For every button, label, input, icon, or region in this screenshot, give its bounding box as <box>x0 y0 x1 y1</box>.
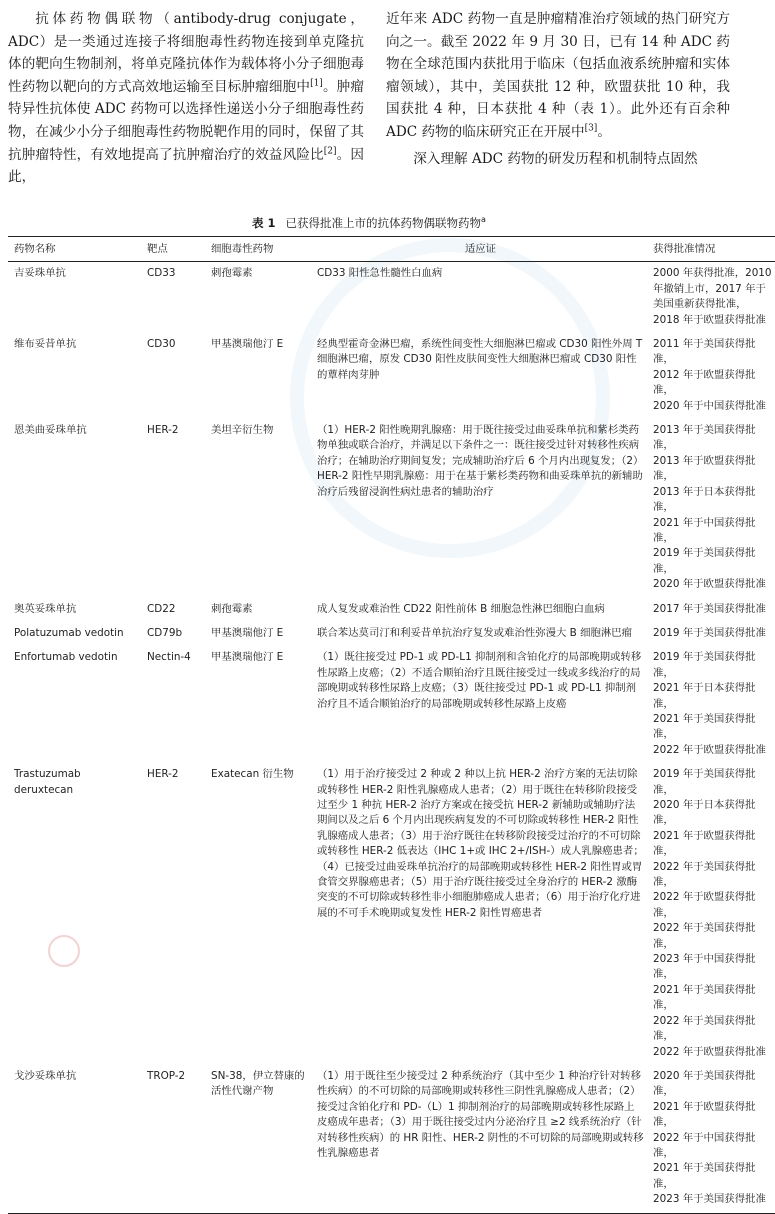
right-paragraph-2 <box>386 148 730 171</box>
table-title: 已获得批准上市的抗体药物偶联物药物 <box>285 216 482 230</box>
cell-approval-status <box>647 598 775 622</box>
cell-target: HER-2 <box>147 768 179 781</box>
cell-approval-status <box>647 763 775 1065</box>
approval-entry: 2020 年于日本获得批准， <box>653 799 756 827</box>
approval-entry: 2022 年于美国获得批准， <box>653 1014 756 1043</box>
intro-paragraph <box>8 8 364 189</box>
header-approval-status: 获得批准情况 <box>647 237 775 262</box>
approval-entry: 2023 年于美国获得批准 <box>653 1193 766 1206</box>
approval-entry: 2022 年于美国获得批准， <box>653 860 756 889</box>
approval-entry: 2000 年获得批准，2010 年撤销上市，2017 年于美国重新获得批准，2018 年于欧盟获得批准 <box>653 267 772 326</box>
approval-entry: 2019 年于美国获得批准， <box>653 547 756 575</box>
cell-drug-name: 吉妥珠单抗 <box>14 267 66 280</box>
cell-cytotoxic-drug: 甲基澳瑞他汀 E <box>211 651 284 664</box>
cell-cytotoxic-drug: 美坦辛衍生物 <box>211 424 274 437</box>
right-text-1-end: 。 <box>597 123 611 140</box>
approval-entry: 2022 年于欧盟获得批准 <box>653 1045 766 1058</box>
cell-approval-status <box>647 622 775 646</box>
cell-approval-status <box>647 419 775 597</box>
cell-target: HER-2 <box>147 424 179 437</box>
cell-cytotoxic-drug: 甲基澳瑞他汀 E <box>211 626 284 639</box>
cell-approval-status <box>647 333 775 419</box>
table-row <box>8 646 775 763</box>
approval-entry: 2022 年于美国获得批准， <box>653 922 756 950</box>
approval-entry: 2020 年于中国获得批准 <box>653 399 766 412</box>
cell-cytotoxic-drug: Exatecan 衍生物 <box>211 768 294 781</box>
left-text-column <box>8 8 364 189</box>
right-text-column <box>386 8 730 170</box>
cell-target: Nectin-4 <box>147 651 191 664</box>
approval-entry: 2023 年于中国获得批准， <box>653 953 756 981</box>
header-indication: 适应证 <box>311 237 647 262</box>
table-label: 表 1 <box>252 216 276 230</box>
citation-ref-2[interactable]: [2] <box>323 146 337 157</box>
cell-drug-name: 恩美曲妥珠单抗 <box>14 424 87 437</box>
approval-entry: 2021 年于美国获得批准， <box>653 1162 756 1190</box>
approval-entry: 2011 年于美国获得批准， <box>653 338 756 366</box>
cell-cytotoxic-drug: 甲基澳瑞他汀 E <box>211 338 284 351</box>
approval-entry: 2022 年于中国获得批准， <box>653 1131 756 1159</box>
cell-target: CD22 <box>147 602 176 615</box>
header-drug-name: 药物名称 <box>8 237 141 262</box>
approval-entry: 2019 年于美国获得批准 <box>653 626 766 639</box>
table-caption <box>0 215 738 231</box>
approval-entry: 2021 年于日本获得批准， <box>653 682 756 710</box>
right-text-2: 深入理解 ADC 药物的研发历程和机制特点固然 <box>413 150 698 167</box>
cell-approval-status <box>647 646 775 763</box>
approval-entry: 2021 年于欧盟获得批准， <box>653 1100 756 1129</box>
approval-entry: 2013 年于欧盟获得批准， <box>653 454 756 483</box>
cell-indication: （1）用于既往至少接受过 2 种系统治疗（其中至少 1 种治疗针对转移性疾病）的不可切除的局部晚期或转移性三阴性乳腺癌成人患者；（2）接受过含铂化疗和 PD-（L）1 抑制剂治疗的局部晚期或转移性尿路上皮癌成年患者；（3）用于既往接受过内分泌治疗且 ≥2 线系统治疗（针对转移性疾病）的 HR 阳性、HER-2 阴性的不可切除的局部晚期或转移性乳腺癌患者 <box>311 1065 647 1213</box>
cell-cytotoxic-drug: 刺孢霉素 <box>211 267 253 280</box>
approval-entry: 2021 年于欧盟获得批准， <box>653 829 756 858</box>
approval-entry: 2017 年于美国获得批准 <box>653 602 766 615</box>
cell-indication: 经典型霍奇金淋巴瘤，系统性间变性大细胞淋巴瘤或 CD30 阳性外周 T 细胞淋巴瘤，原发 CD30 阳性皮肤间变性大细胞淋巴瘤或 CD30 阳性的蕈样肉芽肿 <box>317 338 643 381</box>
table-row <box>8 333 775 419</box>
right-paragraph-1 <box>386 8 730 144</box>
approval-entry: 2019 年于美国获得批准， <box>653 768 756 796</box>
intro-text-1: 抗体药物偶联物（antibody-drug conjugate，ADC）是一类通过连接子将细胞毒性药物连接到单克隆抗体的靶向生物制剂，将单克隆抗体作为载体将小分子细胞毒性药物以靶向的方式高效地运输至目标肿瘤细胞中 <box>8 11 364 95</box>
cell-cytotoxic-drug: SN-38，伊立替康的活性代谢产物 <box>205 1065 311 1213</box>
table-footnote-mark: a <box>481 215 486 225</box>
approval-entry: 2021 年于美国获得批准， <box>653 983 756 1012</box>
header-cytotoxic-drug: 细胞毒性药物 <box>205 237 311 262</box>
cell-drug-name: 戈沙妥珠单抗 <box>8 1065 141 1213</box>
approval-entry: 2022 年于欧盟获得批准， <box>653 891 756 919</box>
approval-entry: 2020 年于美国获得批准， <box>653 1069 756 1098</box>
table-header-row <box>8 237 775 262</box>
cell-indication: CD33 阳性急性髓性白血病 <box>317 267 443 280</box>
table-row <box>8 763 775 1065</box>
table-body <box>8 262 775 1213</box>
cell-target: CD79b <box>147 626 183 639</box>
approval-entry: 2019 年于美国获得批准， <box>653 651 756 679</box>
header-target: 靶点 <box>141 237 205 262</box>
intro-text-2: 。肿瘤特异性抗体使 ADC 药物可以选择性递送小分子细胞毒性药物，在减少小分子细胞毒性药物脱靶作用的同时，保留了其抗肿瘤特性，有效地提高了抗肿瘤治疗的效益风险比 <box>8 78 365 163</box>
table-row <box>8 622 775 646</box>
table-row <box>8 262 775 333</box>
approval-entry: 2013 年于日本获得批准， <box>653 485 756 514</box>
cell-drug-name: Enfortumab vedotin <box>14 651 118 664</box>
cell-target: CD30 <box>147 338 176 351</box>
approval-entry: 2021 年于中国获得批准， <box>653 516 756 544</box>
cell-indication: （1）用于治疗接受过 2 种或 2 种以上抗 HER-2 治疗方案的无法切除或转移性 HER-2 阳性乳腺癌成人患者；（2）用于既往在转移阶段接受过至少 1 种抗 HER-2 治疗方案或在接受抗 HER-2 新辅助或辅助疗法期间以及之后 6 个月内出现疾病复发的不可切除或转移性 HER-2 阳性乳腺癌成人患者；（3）用于治疗既往在转移阶段接受过治疗的不可切除或转移性 HER-2 低表达（IHC 1+或 IHC 2+/ISH-）成人乳腺癌患者；（4）已接受过曲妥珠单抗治疗的局部晚期或转移性 HER-2 阳性胃或胃食管交界腺癌患者；（5）用于治疗既往接受过全身治疗的 HER-2 激酶突变的不可切除或转移性非小细胞肺癌成人患者；（6）用于治疗化疗进展的不可手术晚期或复发性 HER-2 阳性胃癌患者 <box>317 768 644 919</box>
table-row <box>8 1065 775 1213</box>
cell-drug-name: 奥英妥珠单抗 <box>14 602 77 615</box>
cell-approval-status <box>647 1065 775 1213</box>
cell-cytotoxic-drug: 刺孢霉素 <box>211 602 253 615</box>
cell-drug-name: Polatuzumab vedotin <box>14 626 124 639</box>
cell-approval-status <box>647 262 775 333</box>
intro-text-3: 。因此， <box>8 146 365 186</box>
citation-ref-1[interactable]: [1] <box>310 78 323 89</box>
approval-entry: 2012 年于欧盟获得批准， <box>653 368 756 397</box>
cell-indication: 联合苯达莫司汀和利妥昔单抗治疗复发或难治性弥漫大 B 细胞淋巴瘤 <box>317 626 633 639</box>
cell-target: TROP-2 <box>141 1065 205 1213</box>
approval-entry: 2013 年于美国获得批准， <box>653 424 756 452</box>
approval-entry: 2020 年于欧盟获得批准 <box>653 578 766 591</box>
adc-approval-table <box>8 236 775 1214</box>
cell-indication: （1）HER-2 阳性晚期乳腺癌：用于既往接受过曲妥珠单抗和紫杉类药物单独或联合治疗，并满足以下条件之一：既往接受过针对转移性疾病治疗；在辅助治疗期间复发；完成辅助治疗后 6 个月内出现复发；（2）HER-2 阳性早期乳腺癌：用于在基于紫杉类药物和曲妥珠单抗的新辅助治疗后残留浸润性病灶患者的辅助治疗 <box>317 424 644 498</box>
table-row <box>8 598 775 622</box>
approval-entry: 2021 年于美国获得批准， <box>653 712 756 741</box>
cell-target: CD33 <box>147 267 176 280</box>
cell-indication: （1）既往接受过 PD-1 或 PD-L1 抑制剂和含铂化疗的局部晚期或转移性尿路上皮癌；（2）不适合顺铂治疗且既往接受过一线或多线治疗的局部晚期或转移性尿路上皮癌；（3）既往接受过 PD-1 或 PD-L1 抑制剂治疗且不适合顺铂治疗的局部晚期或转移性尿路上皮癌 <box>317 651 642 710</box>
cell-drug-name: Trastuzumab deruxtecan <box>14 768 81 796</box>
table-row <box>8 419 775 597</box>
cell-indication: 成人复发或难治性 CD22 阳性前体 B 细胞急性淋巴细胞白血病 <box>317 602 605 615</box>
citation-ref-3[interactable]: [3] <box>584 123 598 134</box>
approval-entry: 2022 年于欧盟获得批准 <box>653 743 766 756</box>
cell-drug-name: 维布妥昔单抗 <box>14 338 77 351</box>
right-text-1: 近年来 ADC 药物一直是肿瘤精准治疗领域的热门研究方向之一。截至 2022 年 9 月 30 日，已有 14 种 ADC 药物在全球范围内获批用于临床（包括血液系统肿瘤和实体瘤领域），其中，美国获批 12 种，欧盟获批 10 种，我国获批 4 种，日本获批 4 种（表 1）。此外还有百余种 ADC 药物的临床研究正在开展中 <box>386 11 730 140</box>
